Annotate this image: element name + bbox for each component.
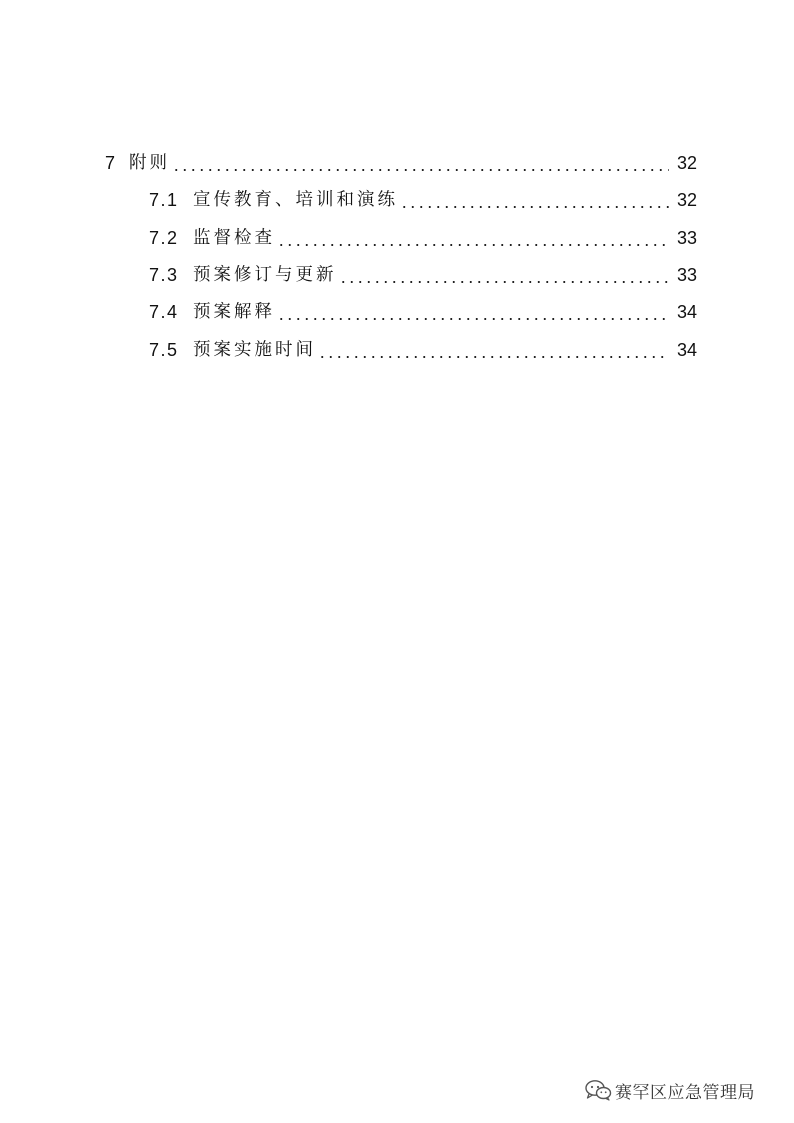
dot-leader <box>318 356 669 358</box>
toc-entry-number: 7.2 <box>149 228 179 248</box>
toc-entry-number: 7.1 <box>149 190 179 210</box>
dot-leader <box>277 318 669 320</box>
dot-leader <box>339 281 670 283</box>
toc-entry-7-3[interactable] <box>149 260 697 290</box>
toc-entry-title: 宣传教育、培训和演练 <box>193 190 398 210</box>
toc-entry-page: 34 <box>676 302 697 322</box>
toc-entry-title: 附则 <box>129 153 170 173</box>
toc-entry-title: 预案修订与更新 <box>193 265 337 285</box>
wechat-icon <box>584 1079 612 1101</box>
dot-leader <box>400 206 669 208</box>
toc-entry-title: 预案实施时间 <box>193 340 316 360</box>
watermark-text: 赛罕区应急管理局 <box>615 1082 755 1103</box>
toc-entry-number: 7.3 <box>149 265 179 285</box>
toc-entry-7-2[interactable] <box>149 223 697 253</box>
toc-entry-title: 监督检查 <box>193 228 275 248</box>
toc-entry-page: 32 <box>676 153 697 173</box>
toc-entry-chapter-7[interactable] <box>105 148 697 178</box>
wechat-watermark <box>584 1075 755 1105</box>
toc-entry-7-1[interactable] <box>149 185 697 215</box>
toc-entry-page: 33 <box>676 265 697 285</box>
toc-entry-number: 7 <box>105 153 116 173</box>
toc-entry-page: 34 <box>676 340 697 360</box>
toc-entry-7-4[interactable] <box>149 297 697 327</box>
toc-entry-page: 32 <box>676 190 697 210</box>
dot-leader <box>277 244 669 246</box>
toc-entry-number: 7.5 <box>149 340 179 360</box>
toc-entry-page: 33 <box>676 228 697 248</box>
table-of-contents <box>0 0 794 400</box>
toc-entry-title: 预案解释 <box>193 302 275 322</box>
dot-leader <box>172 169 669 171</box>
toc-entry-number: 7.4 <box>149 302 179 322</box>
toc-entry-7-5[interactable] <box>149 335 697 365</box>
